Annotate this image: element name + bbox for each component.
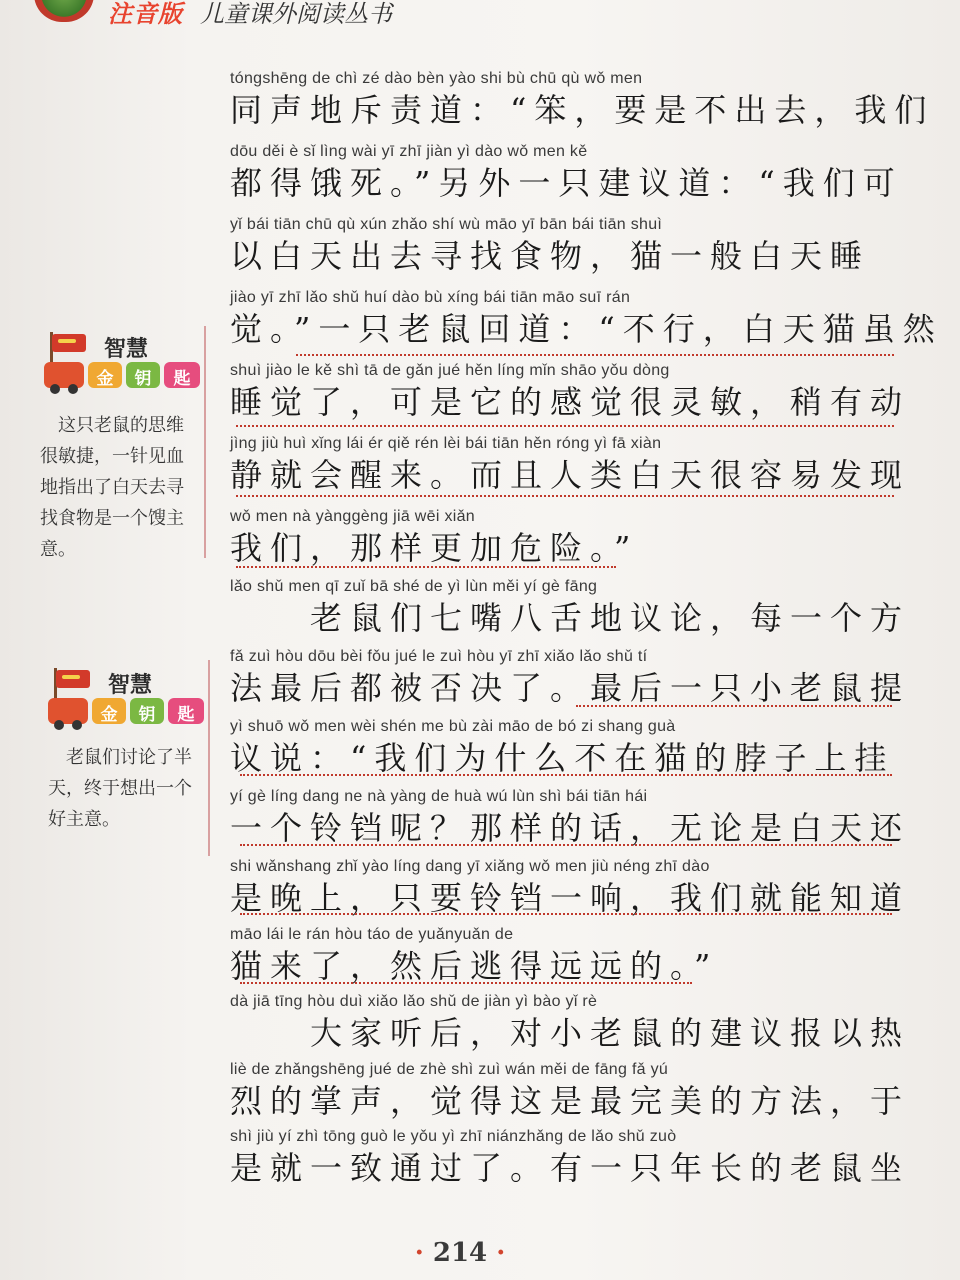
- pinyin-line: wǒ men nà yànggèng jiā wēi xiǎn: [230, 508, 476, 525]
- sidebar-divider: [204, 326, 206, 558]
- edition-label: 注音版: [108, 0, 183, 28]
- badge-title: 智慧: [104, 337, 149, 362]
- hanzi-line: 议说：“我们为什么不在猫的脖子上挂: [230, 739, 895, 777]
- highlight-underline: [576, 705, 892, 707]
- train-engine-icon: [44, 362, 84, 388]
- dot-ornament-icon: ·: [414, 1238, 424, 1268]
- flag-icon: [56, 670, 90, 688]
- train-car: 匙: [168, 698, 204, 724]
- pinyin-line: jìng jiù huì xǐng lái ér qiě rén lèi bái tiān hěn róng yì fā xiàn: [230, 435, 662, 452]
- page-number: [400, 1238, 520, 1268]
- pinyin-line: shuì jiào le kě shì tā de gǎn jué hěn líng mǐn shāo yǒu dòng: [230, 362, 670, 379]
- hanzi-line: 猫来了，然后逃得远远的。”: [230, 947, 719, 985]
- pinyin-line: shì jiù yí zhì tōng guò le yǒu yì zhī niánzhǎng de lǎo shǔ zuò: [230, 1128, 677, 1145]
- page-number-value: 214: [432, 1238, 488, 1268]
- hanzi-line: 一个铃铛呢？那样的话，无论是白天还: [230, 809, 911, 847]
- pinyin-line: yí gè líng dang ne nà yàng de huà wú lùn shì bái tiān hái: [230, 788, 648, 805]
- pinyin-line: dōu děi è sǐ lìng wài yī zhī jiàn yì dào wǒ men kě: [230, 143, 588, 160]
- hanzi-line: 法最后都被否决了。最后一只小老鼠提: [230, 669, 911, 707]
- highlight-underline: [240, 913, 892, 915]
- pinyin-line: liè de zhǎngshēng jué de zhè shì zuì wán měi de fāng fǎ yú: [230, 1061, 669, 1078]
- train-icon: [44, 362, 202, 392]
- train-car: 钥: [126, 362, 160, 388]
- flag-icon: [52, 334, 86, 352]
- pinyin-line: māo lái le rán hòu táo de yuǎnyuǎn de: [230, 926, 514, 943]
- hanzi-line: 大家听后，对小老鼠的建议报以热: [230, 1014, 911, 1052]
- sidebar-note: 老鼠们讨论了半天，终于想出一个好主意。: [48, 747, 192, 830]
- highlight-underline: [240, 774, 892, 776]
- highlight-underline: [236, 425, 894, 427]
- hanzi-line: 都得饿死。”另外一只建议道：“我们可: [230, 164, 903, 202]
- highlight-underline: [236, 566, 616, 568]
- sidebar-divider: [208, 660, 210, 856]
- hanzi-line: 是就一致通过了。有一只年长的老鼠坐: [230, 1149, 911, 1187]
- badge-title: 智慧: [108, 673, 153, 698]
- train-car: 金: [92, 698, 126, 724]
- hanzi-line: 以白天出去寻找食物，猫一般白天睡: [230, 237, 871, 275]
- highlight-underline: [296, 354, 894, 356]
- hanzi-line: 觉。”一只老鼠回道：“不行，白天猫虽然: [230, 310, 943, 348]
- highlight-underline: [240, 844, 892, 846]
- pinyin-line: lǎo shǔ men qī zuǐ bā shé de yì lùn měi yí gè fāng: [230, 578, 598, 595]
- sidebar-note: 这只老鼠的思维很敏捷，一针见血地指出了白天去寻找食物是一个馊主意。: [40, 415, 184, 560]
- pinyin-line: yǐ bái tiān chū qù xún zhǎo shí wù māo yī bān bái tiān shuì: [230, 216, 663, 233]
- hanzi-line: 睡觉了，可是它的感觉很灵敏，稍有动: [230, 383, 911, 421]
- pinyin-line: shi wǎnshang zhǐ yào líng dang yī xiǎng wǒ men jiù néng zhī dào: [230, 858, 710, 875]
- hanzi-line: 是晚上，只要铃铛一响，我们就能知道: [230, 879, 911, 917]
- train-engine-icon: [48, 698, 88, 724]
- train-car: 匙: [164, 362, 200, 388]
- hanzi-line: 同声地斥责道：“笨，要是不出去，我们: [230, 91, 935, 129]
- hanzi-line: 静就会醒来。而且人类白天很容易发现: [230, 456, 911, 494]
- pinyin-line: jiào yī zhī lǎo shǔ huí dào bù xíng bái tiān māo suī rán: [230, 289, 631, 306]
- hanzi-line: 烈的掌声，觉得这是最完美的方法，于: [230, 1082, 911, 1120]
- hanzi-line: 老鼠们七嘴八舌地议论，每一个方: [230, 599, 911, 637]
- pinyin-line: fǎ zuì hòu dōu bèi fǒu jué le zuì hòu yī zhī xiǎo lǎo shǔ tí: [230, 648, 648, 665]
- train-icon: [48, 698, 206, 728]
- train-car: 钥: [130, 698, 164, 724]
- highlight-underline: [240, 982, 692, 984]
- series-title: 儿童课外阅读丛书: [200, 0, 392, 28]
- pinyin-line: yì shuō wǒ men wèi shén me bù zài māo de bó zi shang guà: [230, 718, 676, 735]
- train-car: 金: [88, 362, 122, 388]
- wisdom-key-badge: [44, 662, 204, 732]
- dot-ornament-icon: ·: [496, 1238, 506, 1268]
- highlight-underline: [236, 495, 894, 497]
- hanzi-line: 我们，那样更加危险。”: [230, 529, 639, 567]
- pinyin-line: dà jiā tīng hòu duì xiǎo lǎo shǔ de jiàn yì bào yǐ rè: [230, 993, 598, 1010]
- wisdom-key-badge: [40, 326, 200, 396]
- pinyin-line: tóngshēng de chì zé dào bèn yào shi bù chū qù wǒ men: [230, 70, 643, 87]
